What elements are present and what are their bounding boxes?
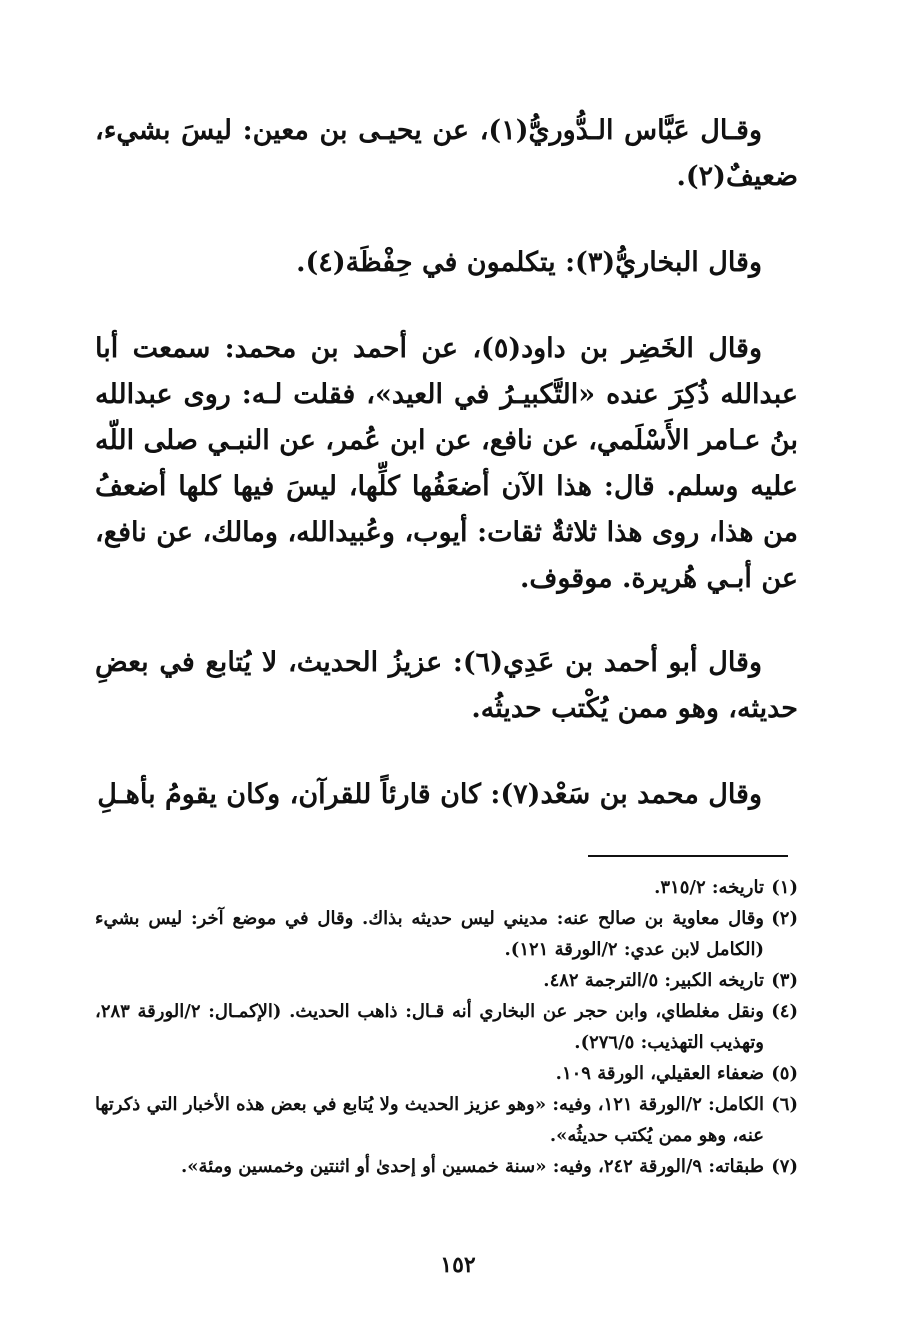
paragraph-ibn-saad: وقال محمد بن سَعْد(٧): كان قارئاً للقرآن، وكان يقومُ بأهـلِ [97,779,762,810]
footnote [95,1058,798,1089]
footnote-number: (٦) [771,1094,798,1115]
footnote-number: (٧) [771,1156,798,1177]
footnote [95,1151,798,1182]
footnote-number: (٢) [771,908,798,929]
footnote [95,903,798,965]
footnote-separator [588,855,788,857]
paragraph-khadir-ibn-dawud: وقال الخَضِر بن داود(٥)، عن أحمد بن محمد: سمعت أبا عبدالله ذُكِرَ عنده «التَّكبيـرُ في العيد»، فقلت لـه: روى عبدالله بنُ عـامر الأَسْلَمي، عن نافع، عن ابن عُمر، عن النبـي صلى اللّه عليه وسلم. قال: هذا الآن أضعَفُها كلِّها، ليسَ فيها كلها أضعفُ من هذا، روى هذا ثلاثةٌ ثقات: أيوب، وعُبيدالله، ومالك، عن نافع، عن أبـي هُريرة. موقوف. [95,333,798,594]
footnote [95,1089,798,1151]
footnote-number: (٤) [771,1001,798,1022]
footnote-number: (١) [771,877,798,898]
footnote-text: طبقاته: ٩/الورقة ٢٤٢، وفيه: «سنة خمسين أو إحدىٰ أو اثنتين وخمسين ومئة». [181,1156,764,1177]
footnote-text: ضعفاء العقيلي، الورقة ١٠٩. [555,1063,764,1084]
footnote-text: تاريخه الكبير: ٥/الترجمة ٤٨٢. [543,970,764,991]
main-text-body [95,108,798,858]
footnote-text: تاريخه: ٣١٥/٢. [654,877,764,898]
footnote-text: وقال معاوية بن صالح عنه: مديني ليس حديثه بذاك. وقال في موضع آخر: ليس بشيء (الكامل لابن عدي: ٢/الورقة ١٢١). [95,908,764,960]
paragraph-bukhari: وقال البخاريُّ(٣): يتكلمون في حِفْظَة(٤). [296,247,762,278]
footnote-number: (٣) [771,970,798,991]
footnote-text: ونقل مغلطاي، وابن حجر عن البخاري أنه قـال: ذاهب الحديث. (الإكمـال: ٢/الورقة ٢٨٣، وتهذيب التهذيب: ٢٧٦/٥). [95,1001,764,1053]
paragraph-ibn-adi: وقال أبو أحمد بن عَدِي(٦): عزيزُ الحديث، لا يُتابع في بعضِ حديثه، وهو ممن يُكْتب حديثُه. [95,647,798,724]
footnote-number: (٥) [771,1063,798,1084]
page-number: ١٥٢ [440,1252,476,1278]
footnote [95,965,798,996]
footnotes [95,872,798,1182]
footnote-text: الكامل: ٢/الورقة ١٢١، وفيه: «وهو عزيز الحديث ولا يُتابع في بعض هذه الأخبار التي ذكرتها عنه، وهو ممن يُكتب حديثُه». [95,1094,764,1146]
footnote [95,996,798,1058]
paragraph-abbas-duri: وقـال عَبَّاس الـدُّوريُّ(١)، عن يحيـى بن معين: ليسَ بشيء، ضعيفٌ(٢). [95,115,798,192]
footnote [95,872,798,903]
